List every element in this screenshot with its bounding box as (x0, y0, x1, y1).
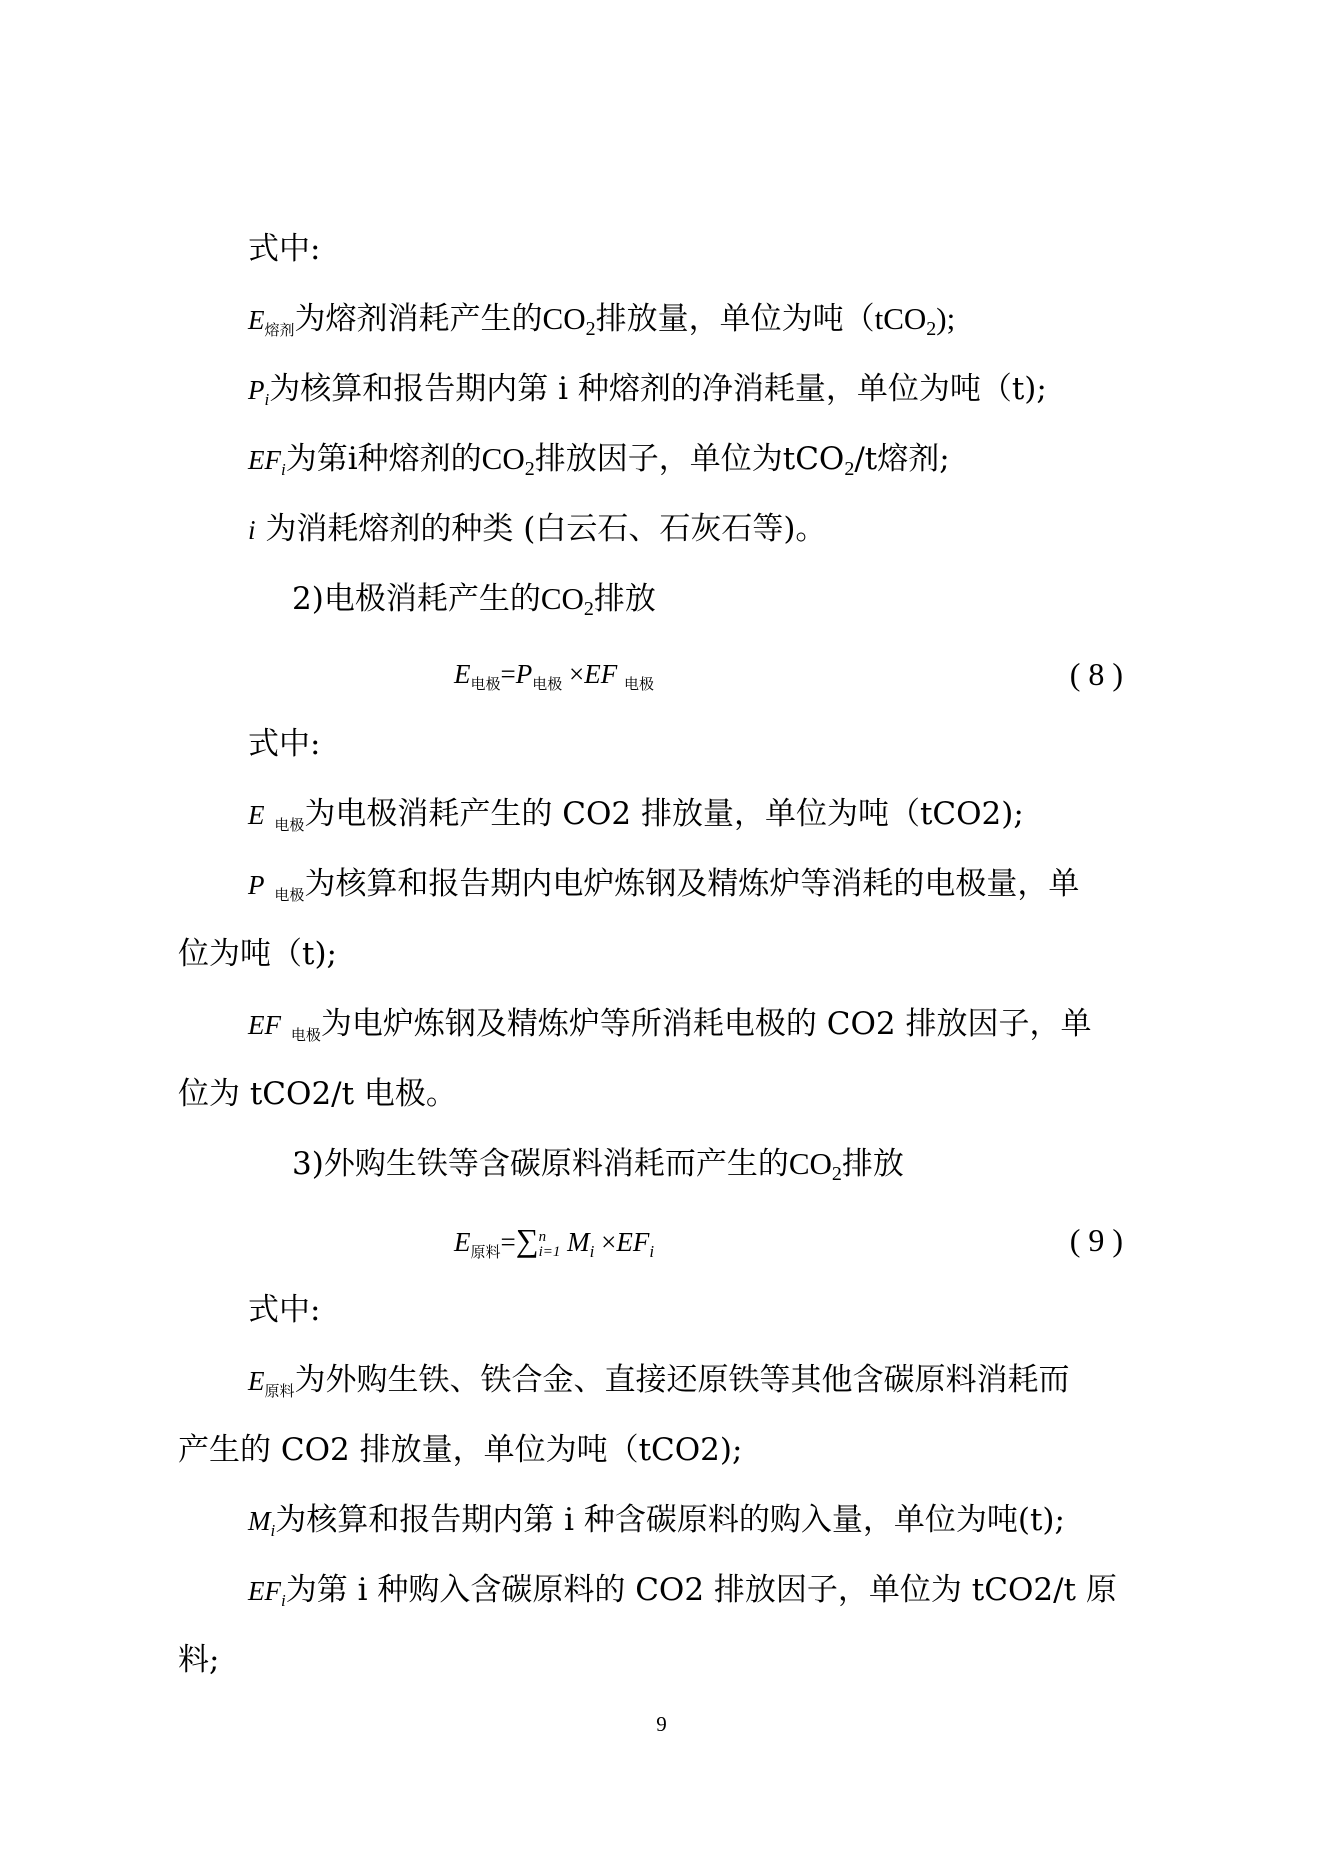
definition-m-i: Mi为核算和报告期内第 i 种含碳原料的购入量，单位为吨(t); (248, 1502, 1065, 1540)
formula-number-8: ( 8 ) (1069, 656, 1123, 692)
formula-number-9: ( 9 ) (1069, 1222, 1123, 1258)
section-raw-material-heading: 3)外购生铁等含碳原料消耗而产生的CO2排放 (292, 1146, 904, 1185)
definition-p-i: Pi为核算和报告期内第 i 种熔剂的净消耗量，单位为吨（t); (248, 371, 1047, 409)
definition-e-flux: $E_{熔剂}$为熔剂消耗产生的CO2排放量，单位为吨（tCO2); (248, 301, 956, 340)
definition-ef-electrode: EF $_{电极}$为电炉炼钢及精炼炉等所消耗电极的 CO2 排放因子，单 (248, 1006, 1092, 1044)
definition-i: i 为消耗熔剂的种类 (白云石、石灰石等)。 (248, 511, 827, 547)
section-electrode-heading: 2)电极消耗产生的CO2排放 (292, 581, 656, 620)
label-shizhong-2: 式中: (248, 726, 321, 762)
label-shizhong: 式中: (248, 231, 321, 267)
definition-p-electrode: P $_{电极}$为核算和报告期内电炉炼钢及精炼炉等消耗的电极量，单 (248, 866, 1080, 904)
definition-ef-i: EFi为第i种熔剂的CO2排放因子，单位为tCO2/t熔剂; (248, 441, 950, 480)
formula-8: $E_{电极}=P_{电极} \times EF$ $_{电极}$ (454, 659, 655, 693)
formula-9: $E_{原料}=\sum n$ i=1 $M_i \times EF_i$ (454, 1222, 655, 1261)
page-number: 9 (656, 1712, 667, 1736)
definition-ef-electrode-cont: 位为 tCO2/t 电极。 (178, 1076, 457, 1112)
definition-e-raw-material-cont: 产生的 CO2 排放量，单位为吨（tCO2); (178, 1432, 743, 1468)
definition-ef-i-raw-cont: 料; (178, 1642, 220, 1678)
label-shizhong-3: 式中: (248, 1292, 321, 1328)
definition-ef-i-raw: EFi为第 i 种购入含碳原料的 CO2 排放因子，单位为 tCO2/t 原 (248, 1572, 1117, 1610)
definition-p-electrode-cont: 位为吨（t); (178, 936, 337, 972)
definition-e-electrode: E $_{电极}$为电极消耗产生的 CO2 排放量，单位为吨（tCO2); (248, 796, 1024, 834)
definition-e-raw-material: $E_{原料}$为外购生铁、铁合金、直接还原铁等其他含碳原料消耗而 (248, 1362, 1070, 1400)
